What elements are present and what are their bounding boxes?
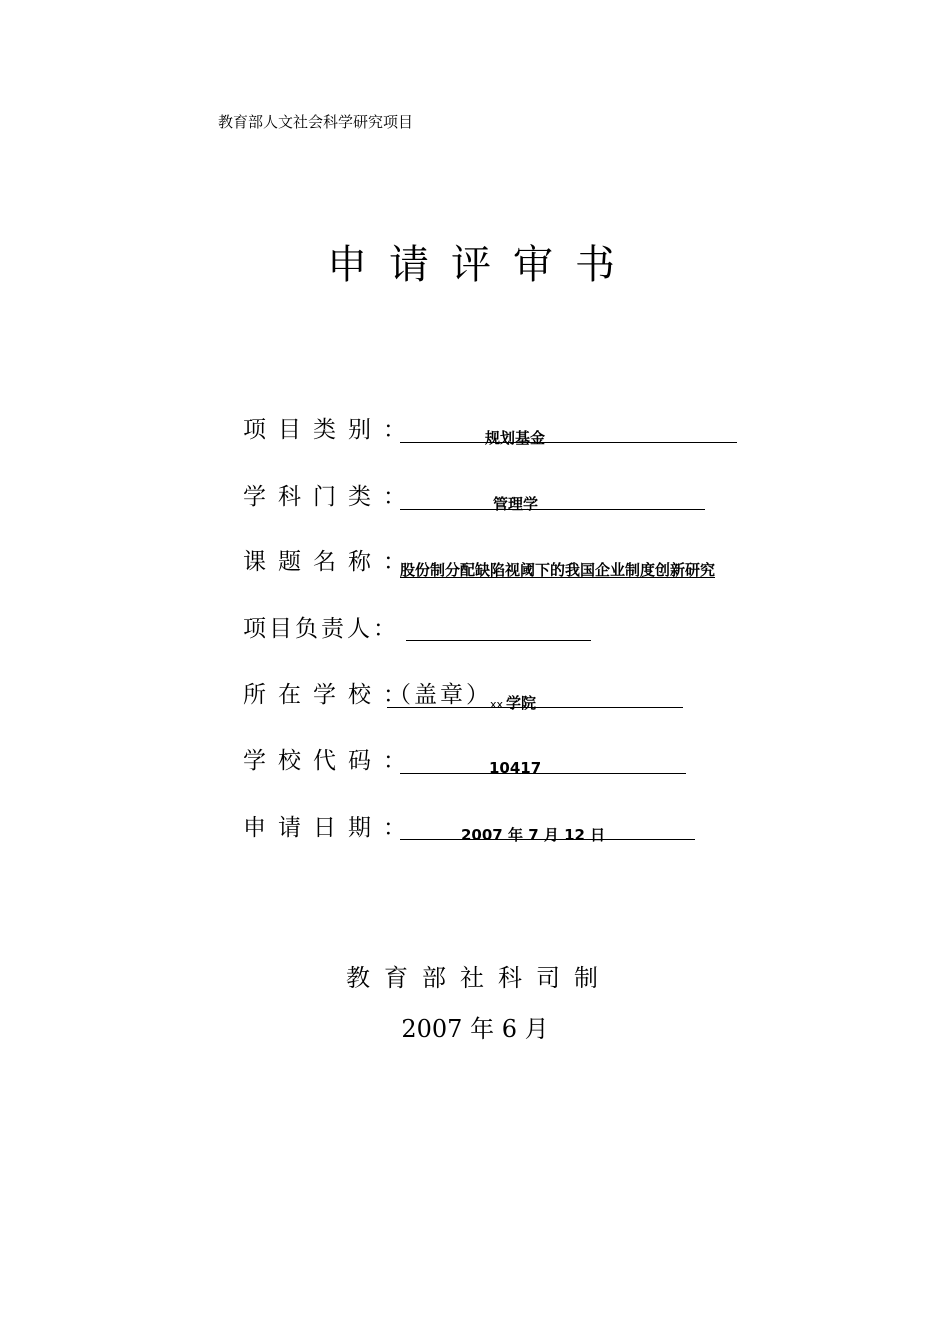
header-text: 教育部人文社会科学研究项目 bbox=[218, 113, 414, 131]
school-label: 所在学校： bbox=[243, 682, 418, 708]
code-underline bbox=[400, 773, 686, 774]
school-seal-note: （盖章） bbox=[388, 682, 492, 708]
topic-label: 课题名称： bbox=[243, 549, 418, 575]
code-value: 10417 bbox=[489, 759, 542, 777]
date-value: 2007 年 7 月 12 日 bbox=[461, 826, 606, 844]
school-value-name: 学院 bbox=[506, 694, 537, 712]
leader-underline bbox=[406, 640, 591, 641]
footer-date: 2007 年 6 月 bbox=[401, 1015, 549, 1043]
category-value: 规划基金 bbox=[485, 429, 546, 447]
leader-label: 项目负责人： bbox=[243, 616, 399, 642]
discipline-underline bbox=[400, 509, 705, 510]
category-underline bbox=[400, 442, 737, 443]
code-label: 学校代码： bbox=[243, 748, 418, 774]
category-label: 项目类别： bbox=[243, 417, 418, 443]
topic-value: 股份制分配缺陷视阈下的我国企业制度创新研究 bbox=[400, 561, 716, 579]
school-value bbox=[490, 692, 536, 713]
discipline-label: 学科门类： bbox=[243, 484, 418, 510]
discipline-value: 管理学 bbox=[493, 495, 539, 513]
footer-org: 教育部社科司制 bbox=[346, 964, 612, 992]
document-title: 申请评审书 bbox=[327, 242, 637, 288]
school-value-prefix: xx bbox=[490, 698, 504, 711]
date-label: 申请日期： bbox=[243, 815, 418, 841]
